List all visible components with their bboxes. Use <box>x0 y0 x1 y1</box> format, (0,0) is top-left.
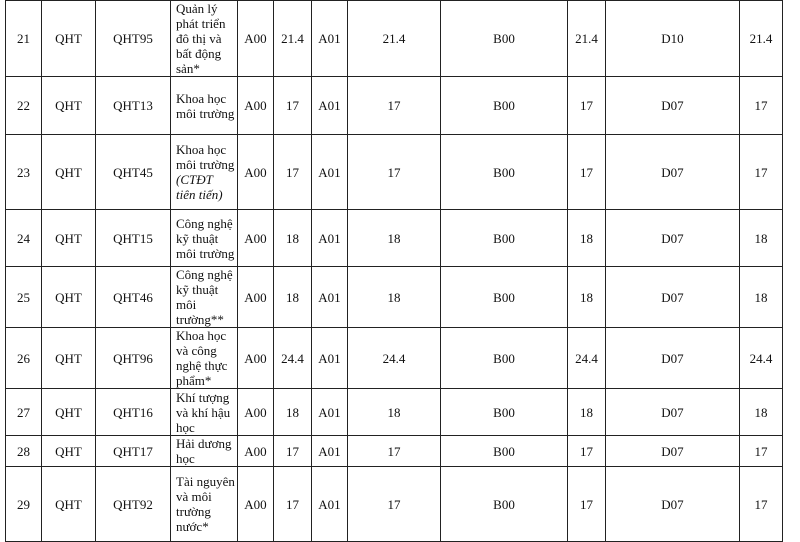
subject-combo-4-cell: D07 <box>606 436 740 467</box>
subject-combo-1-cell: A00 <box>238 467 274 542</box>
major-name-text: Khí tượng và khí hậu học <box>176 389 231 435</box>
major-code-cell: QHT17 <box>96 436 171 467</box>
subject-combo-1-cell: A00 <box>238 328 274 389</box>
school-code-cell: QHT <box>42 210 96 267</box>
subject-combo-2-cell: A01 <box>312 77 348 135</box>
row-number-cell: 21 <box>6 1 42 77</box>
score-4-cell: 17 <box>740 135 783 210</box>
row-number-cell: 25 <box>6 267 42 328</box>
major-code-cell: QHT15 <box>96 210 171 267</box>
subject-combo-1-cell: A00 <box>238 389 274 436</box>
row-number-cell: 22 <box>6 77 42 135</box>
table-row <box>6 328 783 389</box>
score-1-cell: 17 <box>274 467 312 542</box>
major-code-cell: QHT92 <box>96 467 171 542</box>
table-row <box>6 467 783 542</box>
score-2-cell: 17 <box>348 467 441 542</box>
score-2-cell: 17 <box>348 77 441 135</box>
row-number-cell: 28 <box>6 436 42 467</box>
major-name-text: Công nghệ kỹ thuật môi trường <box>176 215 235 261</box>
major-name-text: Hải dương học <box>176 436 232 466</box>
subject-combo-3-cell: B00 <box>441 389 568 436</box>
score-3-cell: 21.4 <box>568 1 606 77</box>
table-row <box>6 210 783 267</box>
subject-combo-2-cell: A01 <box>312 467 348 542</box>
major-name-text: Quản lý phát triển đô thị và bất động sản* <box>176 1 226 76</box>
subject-combo-1-cell: A00 <box>238 77 274 135</box>
subject-combo-4-cell: D07 <box>606 267 740 328</box>
score-4-cell: 17 <box>740 467 783 542</box>
score-2-cell: 21.4 <box>348 1 441 77</box>
major-code-cell: QHT95 <box>96 1 171 77</box>
table-row <box>6 1 783 77</box>
school-code-cell: QHT <box>42 77 96 135</box>
score-1-cell: 18 <box>274 389 312 436</box>
school-code-cell: QHT <box>42 267 96 328</box>
admission-scores-table <box>5 0 783 542</box>
subject-combo-1-cell: A00 <box>238 436 274 467</box>
subject-combo-4-cell: D07 <box>606 467 740 542</box>
major-name-cell <box>171 267 238 328</box>
score-2-cell: 24.4 <box>348 328 441 389</box>
major-code-cell: QHT13 <box>96 77 171 135</box>
subject-combo-2-cell: A01 <box>312 1 348 77</box>
subject-combo-3-cell: B00 <box>441 467 568 542</box>
school-code-cell: QHT <box>42 328 96 389</box>
score-3-cell: 24.4 <box>568 328 606 389</box>
table-row <box>6 436 783 467</box>
program-note-text: (CTĐT tiên tiến) <box>176 172 223 202</box>
major-name-cell <box>171 436 238 467</box>
admission-scores-table-wrapper <box>5 0 774 542</box>
major-name-cell <box>171 389 238 436</box>
score-1-cell: 17 <box>274 135 312 210</box>
subject-combo-3-cell: B00 <box>441 210 568 267</box>
subject-combo-3-cell: B00 <box>441 267 568 328</box>
subject-combo-2-cell: A01 <box>312 436 348 467</box>
score-4-cell: 17 <box>740 436 783 467</box>
school-code-cell: QHT <box>42 1 96 77</box>
score-3-cell: 17 <box>568 77 606 135</box>
major-name-cell <box>171 467 238 542</box>
row-number-cell: 23 <box>6 135 42 210</box>
score-4-cell: 18 <box>740 210 783 267</box>
subject-combo-2-cell: A01 <box>312 389 348 436</box>
score-1-cell: 21.4 <box>274 1 312 77</box>
subject-combo-2-cell: A01 <box>312 210 348 267</box>
major-code-cell: QHT45 <box>96 135 171 210</box>
subject-combo-4-cell: D10 <box>606 1 740 77</box>
score-4-cell: 17 <box>740 77 783 135</box>
score-4-cell: 18 <box>740 267 783 328</box>
score-2-cell: 17 <box>348 135 441 210</box>
major-name-cell <box>171 1 238 77</box>
score-3-cell: 17 <box>568 135 606 210</box>
score-1-cell: 18 <box>274 210 312 267</box>
score-2-cell: 18 <box>348 267 441 328</box>
major-name-text: Khoa học môi trường <box>176 142 235 172</box>
table-row <box>6 77 783 135</box>
major-name-text: Tài nguyên và môi trường nước* <box>176 474 235 534</box>
subject-combo-4-cell: D07 <box>606 135 740 210</box>
subject-combo-1-cell: A00 <box>238 135 274 210</box>
score-2-cell: 18 <box>348 389 441 436</box>
row-number-cell: 26 <box>6 328 42 389</box>
major-name-cell <box>171 135 238 210</box>
subject-combo-1-cell: A00 <box>238 1 274 77</box>
major-name-cell <box>171 77 238 135</box>
score-1-cell: 17 <box>274 77 312 135</box>
row-number-cell: 27 <box>6 389 42 436</box>
major-code-cell: QHT96 <box>96 328 171 389</box>
major-name-cell <box>171 210 238 267</box>
subject-combo-4-cell: D07 <box>606 77 740 135</box>
subject-combo-4-cell: D07 <box>606 210 740 267</box>
school-code-cell: QHT <box>42 436 96 467</box>
score-3-cell: 18 <box>568 210 606 267</box>
subject-combo-3-cell: B00 <box>441 77 568 135</box>
row-number-cell: 29 <box>6 467 42 542</box>
table-row <box>6 389 783 436</box>
school-code-cell: QHT <box>42 467 96 542</box>
school-code-cell: QHT <box>42 389 96 436</box>
table-body <box>6 1 783 542</box>
score-2-cell: 17 <box>348 436 441 467</box>
subject-combo-2-cell: A01 <box>312 328 348 389</box>
school-code-cell: QHT <box>42 135 96 210</box>
score-3-cell: 17 <box>568 467 606 542</box>
score-3-cell: 18 <box>568 267 606 328</box>
score-3-cell: 17 <box>568 436 606 467</box>
score-4-cell: 21.4 <box>740 1 783 77</box>
subject-combo-3-cell: B00 <box>441 135 568 210</box>
subject-combo-4-cell: D07 <box>606 389 740 436</box>
score-2-cell: 18 <box>348 210 441 267</box>
subject-combo-2-cell: A01 <box>312 267 348 328</box>
major-name-text: Khoa học và công nghệ thực phẩm* <box>176 328 228 388</box>
subject-combo-2-cell: A01 <box>312 135 348 210</box>
subject-combo-3-cell: B00 <box>441 436 568 467</box>
score-3-cell: 18 <box>568 389 606 436</box>
major-name-text: Công nghệ kỹ thuật môi trường** <box>176 267 233 327</box>
subject-combo-3-cell: B00 <box>441 328 568 389</box>
score-4-cell: 18 <box>740 389 783 436</box>
table-row <box>6 135 783 210</box>
row-number-cell: 24 <box>6 210 42 267</box>
major-code-cell: QHT46 <box>96 267 171 328</box>
score-1-cell: 24.4 <box>274 328 312 389</box>
major-name-text: Khoa học môi trường <box>176 90 235 121</box>
subject-combo-3-cell: B00 <box>441 1 568 77</box>
subject-combo-4-cell: D07 <box>606 328 740 389</box>
table-row <box>6 267 783 328</box>
score-1-cell: 18 <box>274 267 312 328</box>
score-4-cell: 24.4 <box>740 328 783 389</box>
subject-combo-1-cell: A00 <box>238 210 274 267</box>
major-code-cell: QHT16 <box>96 389 171 436</box>
subject-combo-1-cell: A00 <box>238 267 274 328</box>
major-name-cell <box>171 328 238 389</box>
score-1-cell: 17 <box>274 436 312 467</box>
